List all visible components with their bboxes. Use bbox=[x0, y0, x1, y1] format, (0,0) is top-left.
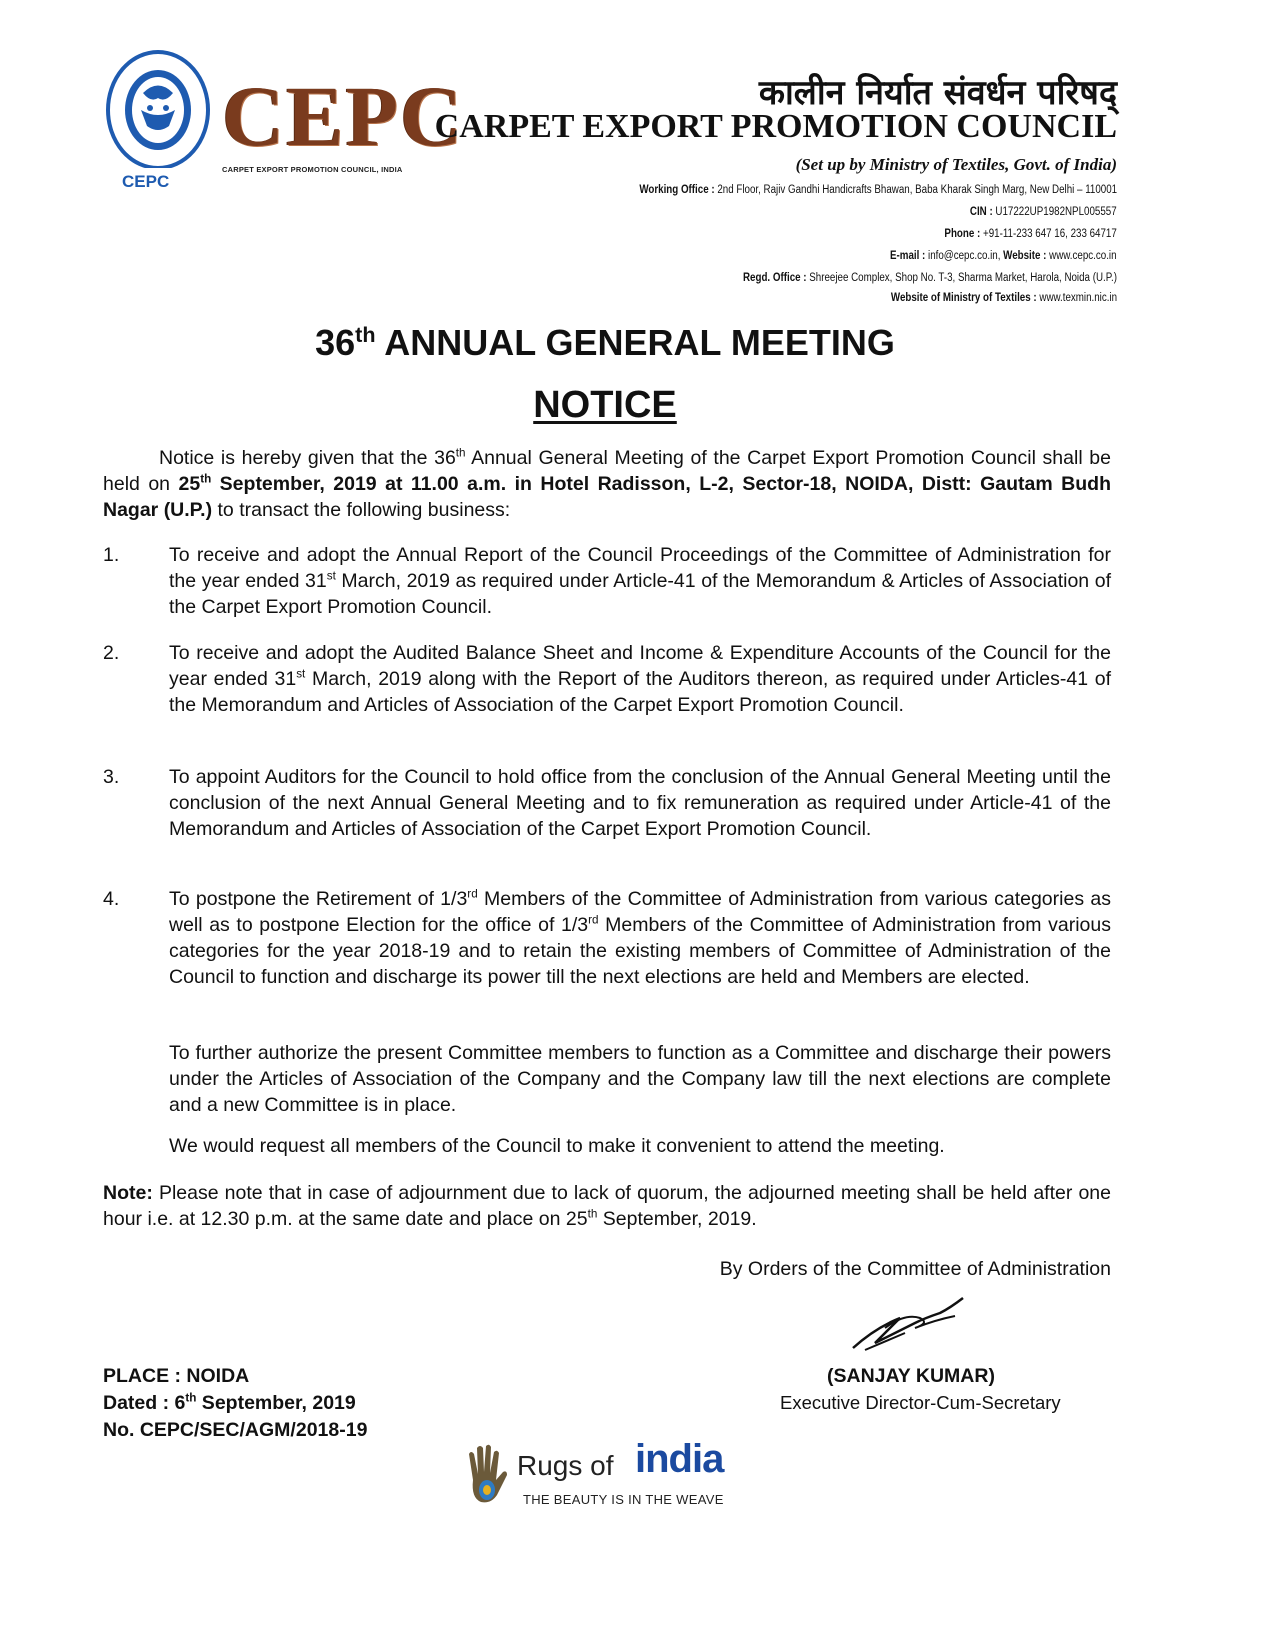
cin-line: CIN : U17222UP1982NPL005557 bbox=[970, 206, 1117, 218]
agenda-item-number: 3. bbox=[103, 766, 120, 788]
working-office-line: Working Office : 2nd Floor, Rajiv Gandhi Handicrafts Bhawan, Baba Kharak Singh Marg, New Delhi – 110001 bbox=[639, 184, 1117, 196]
website-link[interactable]: www.cepc.co.in bbox=[1049, 250, 1117, 262]
cepc-wordmark: CEPC bbox=[222, 68, 465, 164]
organization-subtitle: (Set up by Ministry of Textiles, Govt. of India) bbox=[795, 155, 1117, 174]
signer-designation: Executive Director-Cum-Secretary bbox=[780, 1392, 1061, 1413]
note-paragraph: Note: Please note that in case of adjournment due to lack of quorum, the adjourned meeting shall be held after one hour i.e. at 12.30 p.m. at the same date and place on 25th September, 2019. bbox=[103, 1182, 1111, 1230]
ministry-website-line: Website of Ministry of Textiles : www.texmin.nic.in bbox=[890, 292, 1117, 304]
seal-label: CEPC bbox=[122, 172, 170, 191]
agenda-item-number: 4. bbox=[103, 888, 120, 910]
cepc-wordmark-subtitle: CARPET EXPORT PROMOTION COUNCIL, INDIA bbox=[222, 165, 403, 174]
place-line: PLACE : NOIDA bbox=[103, 1365, 250, 1387]
footer-tagline: THE BEAUTY IS IN THE WEAVE bbox=[523, 1492, 724, 1507]
request-paragraph: We would request all members of the Council to make it convenient to attend the meeting. bbox=[169, 1135, 945, 1157]
notice-heading: NOTICE bbox=[533, 384, 677, 426]
signer-name: (SANJAY KUMAR) bbox=[827, 1365, 995, 1387]
ministry-website-link[interactable]: www.texmin.nic.in bbox=[1039, 292, 1117, 304]
authorize-paragraph: To further authorize the present Committee members to function as a Committee and discharge their powers under the Articles of Association of the Company and the Company law till the next elections are complete and a new Committee is in place. bbox=[169, 1042, 1111, 1116]
organization-title: CARPET EXPORT PROMOTION COUNCIL bbox=[434, 108, 1117, 145]
agenda-item-text: To appoint Auditors for the Council to hold office from the conclusion of the Annual General Meeting until the conclusion of the next Annual General Meeting and to fix remuneration as required under Article-41 of the Memorandum and Articles of Association of the Carpet Export Promotion Council. bbox=[169, 766, 1111, 840]
india-wordmark: india bbox=[635, 1437, 724, 1481]
cepc-wordmark-logo bbox=[222, 68, 465, 175]
hand-print-icon bbox=[463, 1440, 513, 1510]
by-orders-line: By Orders of the Committee of Administration bbox=[719, 1258, 1111, 1280]
intro-paragraph: Notice is hereby given that the 36th Annual General Meeting of the Carpet Export Promotion Council shall be held on 25th September, 2019 at 11.00 a.m. in Hotel Radisson, L-2, Sector-18, NOIDA, Distt: Gautam Budh Nagar (U.P.) to transact the following business: bbox=[103, 446, 1111, 521]
agenda-item-number: 2. bbox=[103, 642, 120, 664]
hindi-title: कालीन निर्यात संवर्धन परिषद् bbox=[758, 73, 1117, 113]
agenda-item-number: 1. bbox=[103, 544, 120, 566]
rugs-of-text: Rugs of bbox=[517, 1450, 614, 1481]
meeting-title: 36th ANNUAL GENERAL MEETING bbox=[315, 322, 895, 363]
email-link[interactable]: info@cepc.co.in, bbox=[928, 250, 1001, 262]
signature bbox=[845, 1288, 970, 1358]
agenda-item-text: To postpone the Retirement of 1/3rd Members of the Committee of Administration from various categories as well as to postpone Election for the office of 1/3rd Members of the Committee of Administration from various categories for the year 2018-19 and to retain the existing members of Committee of Administration of the Council to function and discharge its power till the next elections are held and Members are elected. bbox=[169, 887, 1111, 988]
agenda-item-text: To receive and adopt the Audited Balance Sheet and Income & Expenditure Accounts of the Council for the year ended 31st March, 2019 along with the Report of the Auditors thereon, as required under Articles-41 of the Memorandum and Articles of Association of the Carpet Export Promotion Council. bbox=[169, 642, 1111, 716]
agenda-item-text: To receive and adopt the Annual Report of the Council Proceedings of the Committee of Administration for the year ended 31st March, 2019 as required under Article-41 of the Memorandum & Articles of Association of the Carpet Export Promotion Council. bbox=[169, 544, 1111, 618]
note-label: Note: bbox=[103, 1182, 153, 1204]
regd-office-line: Regd. Office : Shreejee Complex, Shop No. T-3, Sharma Market, Harola, Noida (U.P.) bbox=[743, 272, 1117, 284]
dated-line: Dated : 6th September, 2019 bbox=[103, 1391, 356, 1414]
email-line: E-mail : info@cepc.co.in, Website : www.cepc.co.in bbox=[890, 250, 1117, 262]
phone-line: Phone : +91-11-233 647 16, 233 64717 bbox=[944, 228, 1117, 240]
reference-number: No. CEPC/SEC/AGM/2018-19 bbox=[103, 1419, 368, 1441]
